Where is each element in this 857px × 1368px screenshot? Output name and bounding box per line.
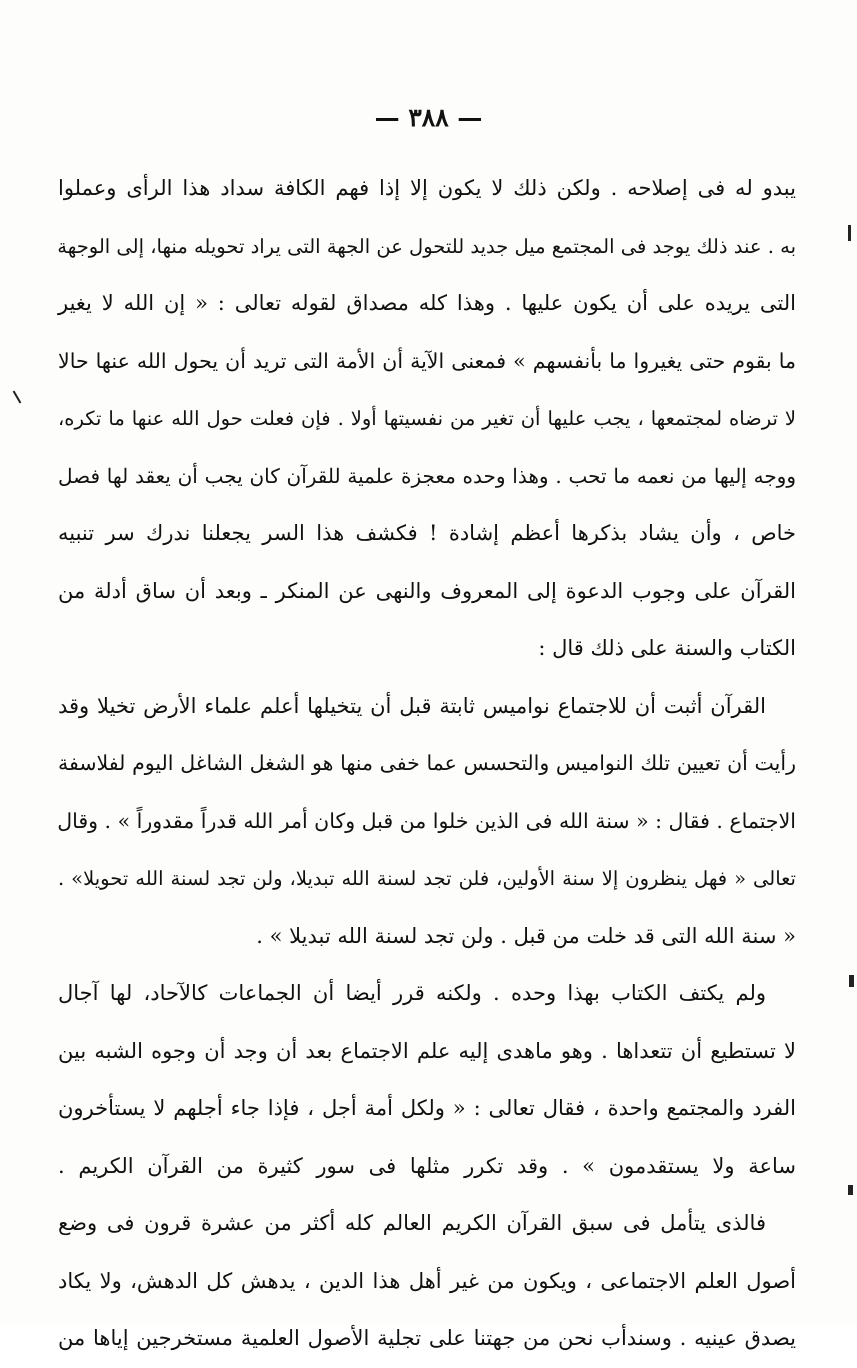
text-line: الفرد والمجتمع واحدة ، فقال تعالى : « ولكل أمة أجل ، فإذا جاء أجلهم لا يستأخرون xyxy=(58,1096,796,1120)
text-line: لا تستطيع أن تتعداها . وهو ماهدى إليه علم الاجتماع بعد أن وجد أن وجوه الشبه بين xyxy=(58,1038,796,1063)
scan-mark xyxy=(848,225,851,241)
text-line: تعالى « فهل ينظرون إلا سنة الأولين، فلن تجد لسنة الله تبديلا، ولن تجد لسنة الله تحويلا» . xyxy=(58,867,796,890)
text-line: الاجتماع . فقال : « سنة الله فى الذين خلوا من قبل وكان أمر الله قدراً مقدوراً » . وقال xyxy=(57,808,796,833)
page-number: — ٣٨٨ — xyxy=(374,103,483,132)
text-line: ووجه إليها من نعمه ما تحب . وهذا وحده معجزة علمية للقرآن كان يجب أن يعقد لها فصل xyxy=(58,463,796,488)
scan-mark xyxy=(13,390,22,403)
text-line: لا ترضاه لمجتمعها ، يجب عليها أن تغير من نفسيتها أولا . فإن فعلت حول الله عنها ما تكره، xyxy=(58,407,796,430)
scan-mark xyxy=(849,975,854,987)
scan-mark xyxy=(848,1185,853,1195)
text-line: فالذى يتأمل فى سبق القرآن الكريم العالم كله أكثر من عشرة قرون فى وضع xyxy=(58,1211,766,1235)
text-line: القرآن أثبت أن للاجتماع نواميس ثابتة قبل أن يتخيلها أعلم علماء الأرض تخيلا وقد xyxy=(58,693,766,718)
text-line: ساعة ولا يستقدمون » . وقد تكرر مثلها فى سور كثيرة من القرآن الكريم . xyxy=(58,1153,796,1178)
text-line: القرآن على وجوب الدعوة إلى المعروف والنهى عن المنكر ـ وبعد أن ساق أدلة من xyxy=(58,578,796,603)
text-line: ما بقوم حتى يغيروا ما بأنفسهم » فمعنى الآية أن الأمة التى تريد أن يحول الله عنها حالا xyxy=(58,348,796,373)
text-line: ولم يكتف الكتاب بهذا وحده . ولكنه قرر أيضا أن الجماعات كالآحاد، لها آجال xyxy=(58,981,766,1005)
text-line: التى يريده على أن يكون عليها . وهذا كله مصداق لقوله تعالى : « إن الله لا يغير xyxy=(58,291,796,315)
text-line: يبدو له فى إصلاحه . ولكن ذلك لا يكون إلا إذا فهم الكافة سداد هذا الرأى وعملوا xyxy=(58,176,796,200)
text-line: به . عند ذلك يوجد فى المجتمع ميل جديد للتحول عن الجهة التى يراد تحويله منها، إلى الوجهة xyxy=(57,234,796,258)
text-line: أصول العلم الاجتماعى ، ويكون من غير أهل هذا الدين ، يدهش كل الدهش، ولا يكاد xyxy=(58,1268,796,1293)
text-line: رأيت أن تعيين تلك النواميس والتحسس عما خفى منها هو الشغل الشاغل اليوم لفلاسفة xyxy=(58,751,796,775)
text-line: يصدق عينيه . وسندأب نحن من جهتنا على تجلية الأصول العلمية مستخرجين إياها من xyxy=(58,1326,796,1350)
body-text xyxy=(58,160,796,1368)
text-line: « سنة الله التى قد خلت من قبل . ولن تجد لسنة الله تبديلا » . xyxy=(256,923,796,948)
text-line: خاص ، وأن يشاد بذكرها أعظم إشادة ! فكشف هذا السر يجعلنا ندرك سر تنبيه xyxy=(58,521,796,545)
text-line: الكتاب والسنة على ذلك قال : xyxy=(538,636,796,660)
